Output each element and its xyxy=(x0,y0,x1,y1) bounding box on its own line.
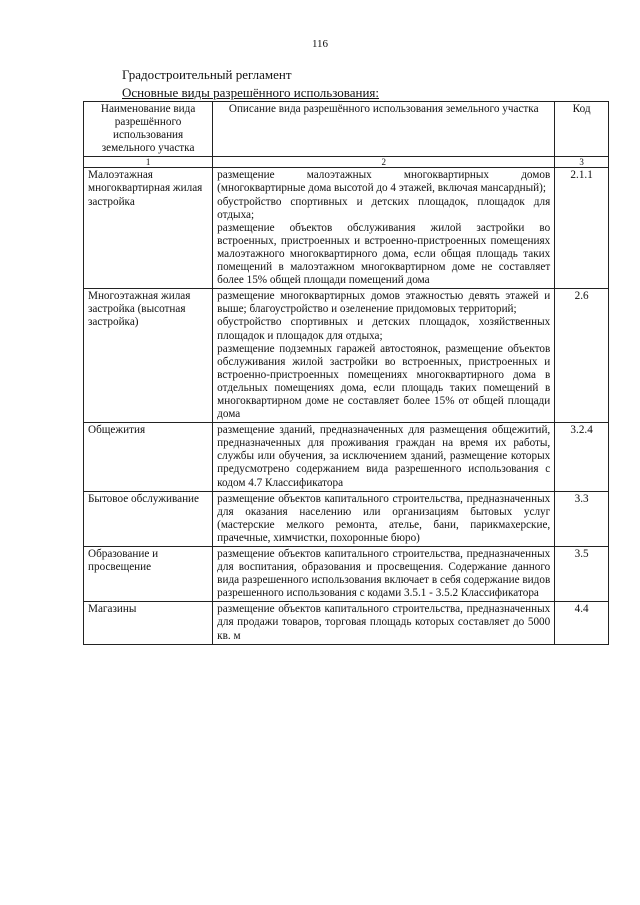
use-code: 3.3 xyxy=(555,491,609,546)
use-name: Малоэтажная многоквартирная жилая застройка xyxy=(84,168,213,289)
table-row xyxy=(84,289,609,423)
use-name: Общежития xyxy=(84,423,213,491)
table-row xyxy=(84,547,609,602)
column-number: 3 xyxy=(555,157,609,168)
description-paragraph: размещение подземных гаражей автостоянок, размещение объектов обслуживания жилой застройки во встроенных, пристроенных и встроенно-пристроенных помещениях многоквартирного дома в отдельных помещениях дома, если площадь таких помещений в многоквартирном доме не составляет более 15% от общей площади дома xyxy=(217,342,551,421)
use-name: Магазины xyxy=(84,602,213,644)
description-paragraph: размещение объектов обслуживания жилой застройки во встроенных, пристроенных и встроенно-пристроенных помещениях малоэтажного многоквартирного дома, если общая площадь таких помещений в малоэтажном многоквартирном доме не составляет более 15% общей площади помещений дома xyxy=(217,221,551,287)
description-paragraph: размещение многоквартирных домов этажностью девять этажей и выше; благоустройство и озеленение придомовых территорий; xyxy=(217,290,551,316)
use-name: Многоэтажная жилая застройка (высотная застройка) xyxy=(84,289,213,423)
column-number: 2 xyxy=(213,157,555,168)
page-number: 116 xyxy=(311,38,329,50)
use-description xyxy=(213,491,555,546)
use-description xyxy=(213,423,555,491)
use-description xyxy=(213,168,555,289)
column-number: 1 xyxy=(84,157,213,168)
header-name: Наименование вида разрешённого использования земельного участка xyxy=(84,102,213,157)
use-code: 3.5 xyxy=(555,547,609,602)
use-name: Образование и просвещение xyxy=(84,547,213,602)
description-paragraph: обустройство спортивных и детских площадок, площадок для отдыха; xyxy=(217,195,551,221)
document-subtitle: Основные виды разрешённого использования: xyxy=(122,85,380,100)
table-row xyxy=(84,491,609,546)
use-description xyxy=(213,602,555,644)
use-code: 3.2.4 xyxy=(555,423,609,491)
document-title: Градостроительный регламент xyxy=(122,67,292,82)
use-code: 4.4 xyxy=(555,602,609,644)
description-paragraph: обустройство спортивных и детских площадок, хозяйственных площадок и площадок для отдыха; xyxy=(217,316,551,342)
regulation-table xyxy=(83,101,609,645)
column-number-row xyxy=(84,157,609,168)
use-code: 2.1.1 xyxy=(555,168,609,289)
table-header-row xyxy=(84,102,609,157)
description-paragraph: размещение объектов капитального строительства, предназначенных для оказания населению или организациям бытовых услуг (мастерские мелкого ремонта, ателье, бани, парикмахерские, прачечные, химчистки, похоронные бюро) xyxy=(217,492,551,544)
header-description: Описание вида разрешённого использования земельного участка xyxy=(213,102,555,157)
description-paragraph: размещение зданий, предназначенных для размещения общежитий, предназначенных для проживания граждан на время их работы, службы или обучения, за исключением зданий, размещение которых предусмотрено содержанием вида разрешенного использования с кодом 4.7 Классификатора xyxy=(217,424,551,489)
description-paragraph: размещение малоэтажных многоквартирных домов (многоквартирные дома высотой до 4 этажей, включая мансардный); xyxy=(217,169,551,195)
use-name: Бытовое обслуживание xyxy=(84,491,213,546)
table-row xyxy=(84,423,609,491)
table-row xyxy=(84,602,609,644)
table-row xyxy=(84,168,609,289)
use-description xyxy=(213,547,555,602)
description-paragraph: размещение объектов капитального строительства, предназначенных для воспитания, образования и просвещения. Содержание данного вида разрешенного использования включает в себя содержание видов разрешенного использования с кодами 3.5.1 - 3.5.2 Классификатора xyxy=(217,548,551,600)
description-paragraph: размещение объектов капитального строительства, предназначенных для продажи товаров, торговая площадь которых составляет до 5000 кв. м xyxy=(217,603,551,642)
use-description xyxy=(213,289,555,423)
use-code: 2.6 xyxy=(555,289,609,423)
header-code: Код xyxy=(555,102,609,157)
